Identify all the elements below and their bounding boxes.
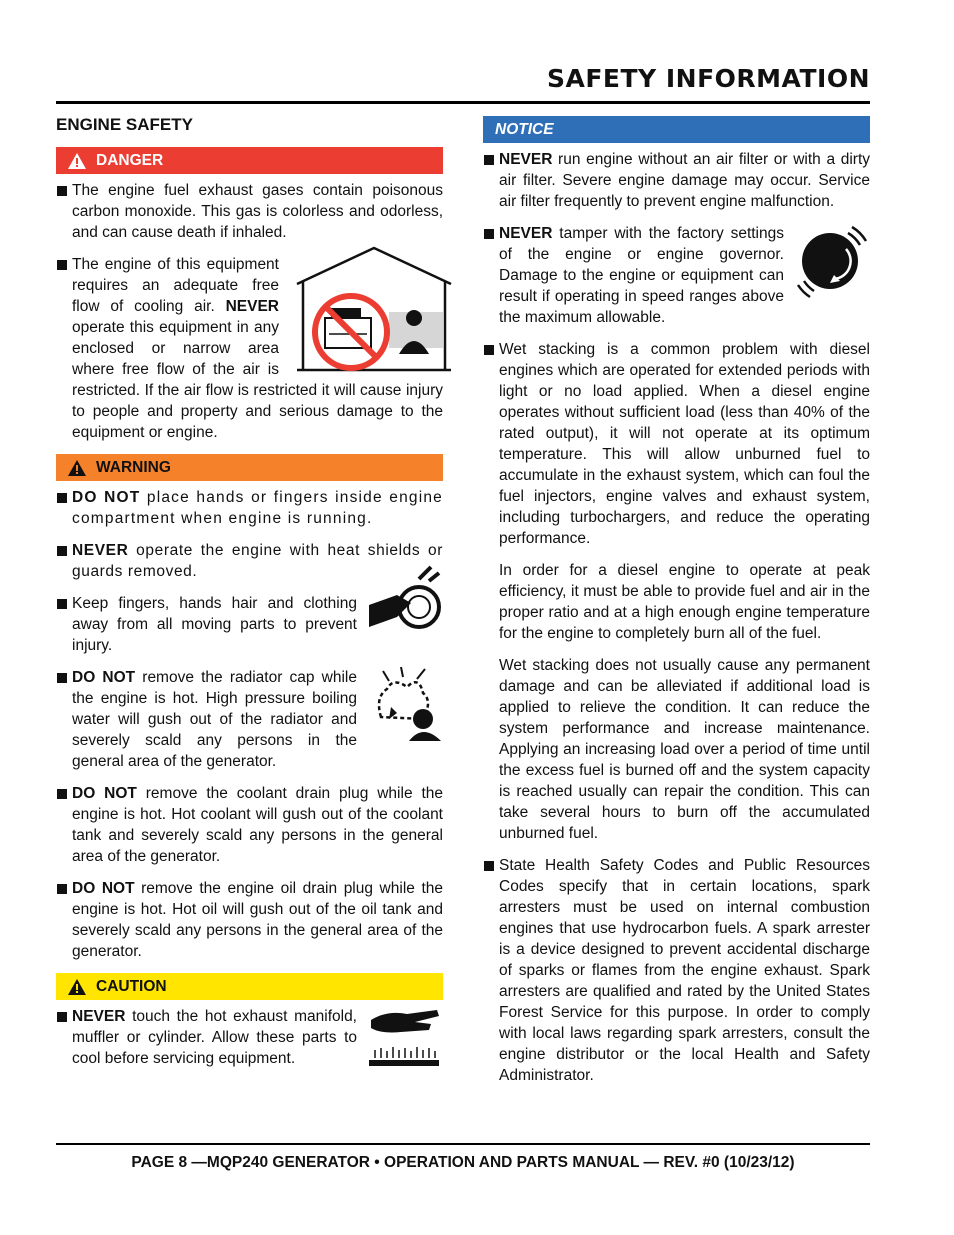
bottom-rule [56, 1143, 870, 1145]
paragraph: In order for a diesel engine to operate at peak efficiency, it must be able to provide fuel and air in the proper ratio and at a high enough engine temperature for the engine to completely burn all of the fuel. [499, 562, 870, 642]
item-text: The engine of this equipment requires an adequate free flow of cooling air. [72, 256, 279, 315]
danger-label: DANGER [96, 152, 164, 169]
never-label: NEVER [499, 151, 553, 168]
do-not-label: DO NOT [72, 880, 135, 897]
notice-banner [483, 116, 870, 143]
item-text: State Health Safety Codes and Public Resources Codes specify that in certain locations, spark arresters must be used on internal combustion engines that use hydrocarbon fuels. A spark arrester is a device designed to prevent accidental discharge of sparks or flames from the engine exhaust. Spark arresters are qualified and rated by the United States Forest Service for this purpose. In order to comply with local laws regarding spark arresters, consult the engine distributor or the local Health and Safety Administrator. [499, 857, 870, 1084]
no-enclosed-space-icon [289, 246, 459, 374]
item-text: remove the engine oil drain plug while the engine is hot. Hot oil will gush out of the oil tank and severely scald any persons in the general area of the generator. [72, 880, 443, 960]
do-not-label: DO NOT [72, 785, 137, 802]
governor-dial-icon [794, 219, 870, 303]
left-column [56, 114, 443, 1081]
list-item [56, 487, 443, 529]
warning-triangle-icon [68, 979, 86, 995]
warning-triangle-icon [68, 460, 86, 476]
warning-label: WARNING [96, 459, 171, 476]
item-text: operate the engine with heat shields or guards removed. [72, 542, 443, 580]
notice-label: NOTICE [495, 121, 554, 138]
item-text: run engine without an air filter or with a dirty air filter. Severe engine damage may occur. Service air filter frequently to prevent engine malfunction. [499, 151, 870, 210]
caution-banner [56, 973, 443, 1000]
item-text: operate this equipment in any enclosed or narrow area where free flow of the air is restricted. If the air flow is restricted it will cause injury to people and property and serious damage to the equipment or engine. [72, 319, 443, 441]
list-item [483, 149, 870, 212]
do-not-label: DO NOT [72, 669, 136, 686]
list-item [56, 667, 443, 772]
right-column [483, 116, 870, 1097]
section-title: ENGINE SAFETY [56, 115, 193, 134]
do-not-label: DO NOT [72, 489, 141, 506]
page-title: SAFETY INFORMATION [547, 64, 870, 93]
never-label: NEVER [499, 225, 553, 242]
item-text: place hands or fingers inside engine compartment when engine is running. [72, 489, 444, 527]
never-label: NEVER [72, 1008, 126, 1025]
warning-banner [56, 454, 443, 481]
never-label: NEVER [225, 298, 279, 315]
list-item [56, 180, 443, 243]
hot-surface-icon [367, 1006, 443, 1070]
item-text: remove the coolant drain plug while the engine is hot. Hot coolant will gush out of the coolant tank and severely scald any persons in the general area of the generator. [72, 785, 444, 865]
list-item [56, 1006, 443, 1070]
item-text: tamper with the factory settings of the engine or engine governor. Damage to the engine or equipment can result if operating in speed ranges above the maximum allowable. [499, 225, 784, 326]
list-item [56, 878, 443, 962]
item-text: remove the radiator cap while the engine is hot. High pressure boiling water will gush out of the radiator and severely scald any persons in the general area of the generator. [72, 669, 357, 770]
boiling-water-icon [367, 667, 443, 741]
page-footer: PAGE 8 —MQP240 GENERATOR • OPERATION AND PARTS MANUAL — REV. #0 (10/23/12) [131, 1154, 795, 1171]
list-item [56, 593, 443, 656]
item-text: Keep fingers, hands hair and clothing away from all moving parts to prevent injury. [72, 595, 357, 654]
item-text: touch the hot exhaust manifold, muffler or cylinder. Allow these parts to cool before servicing equipment. [72, 1008, 357, 1067]
top-rule [56, 101, 870, 104]
list-item [483, 223, 870, 328]
warning-triangle-icon [68, 153, 86, 169]
item-text: Wet stacking is a common problem with diesel engines which are operated for extended periods with light or no load applied. When a diesel engine operates without sufficient load (less than 40% of the rated output), it will not operate at its optimum temperature. This will allow unburned fuel to accumulate in the exhaust system, which can foul the fuel injectors, engine valves and exhaust system, including turbochargers, and reduce the operating performance. [499, 341, 870, 547]
caution-label: CAUTION [96, 978, 167, 995]
never-label: NEVER [72, 542, 129, 559]
rotating-parts-icon [367, 565, 443, 633]
paragraph: Wet stacking does not usually cause any permanent damage and can be alleviated if additional load is applied to relieve the condition. It can reduce the system performance and increase maintenance. Applying an increasing load over a period of time until the excess fuel is burned off and the system capacity is reached usually can repair the condition. This can take several hours to burn off the accumulated unburned fuel. [499, 657, 870, 842]
list-item [483, 855, 870, 1086]
list-item [56, 783, 443, 867]
list-item [56, 254, 443, 443]
item-text: The engine fuel exhaust gases contain poisonous carbon monoxide. This gas is colorless and odorless, and can cause death if inhaled. [72, 182, 443, 241]
list-item [483, 339, 870, 549]
danger-banner [56, 147, 443, 174]
